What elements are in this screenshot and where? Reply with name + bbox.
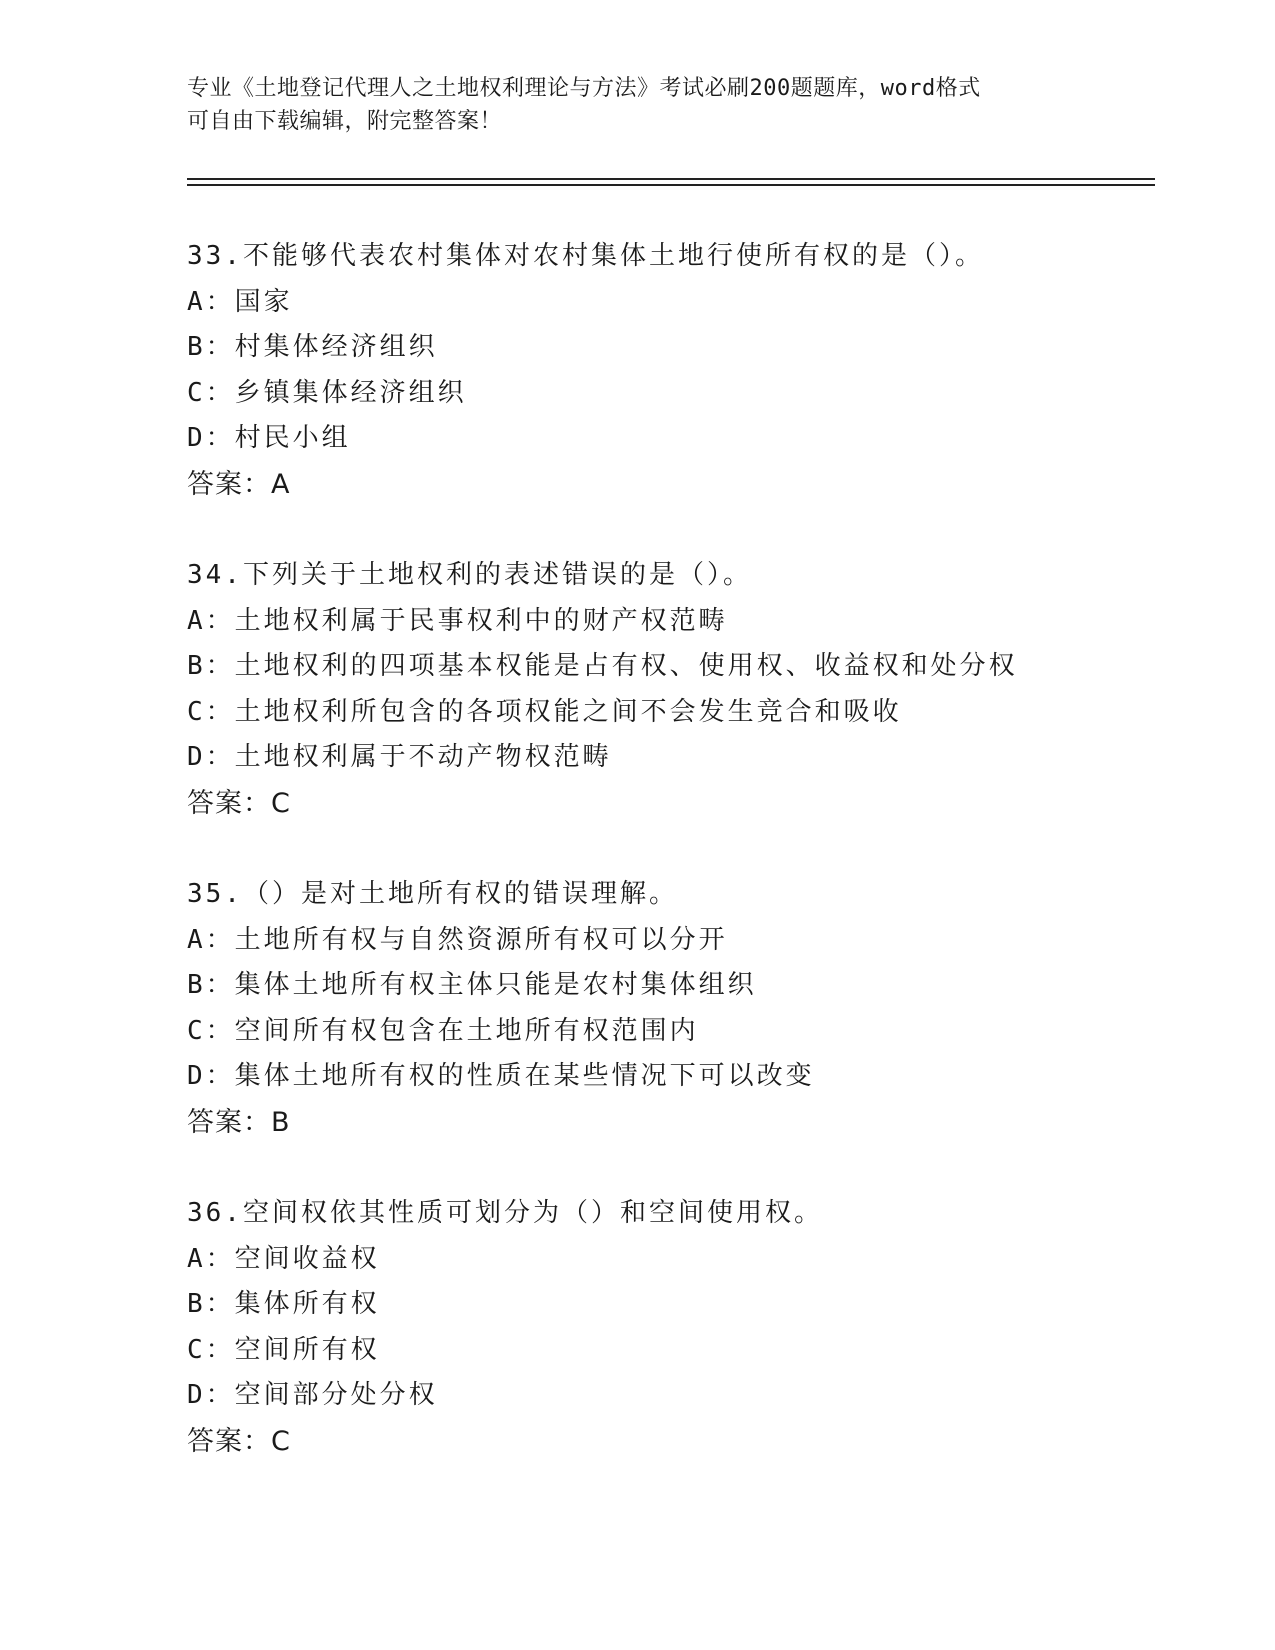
header-line-2: 可自由下载编辑，附完整答案！ <box>187 109 503 134</box>
question-33 <box>187 234 1155 507</box>
question-stem: 35.（）是对土地所有权的错误理解。 <box>187 879 678 909</box>
option-c: C：空间所有权 <box>187 1334 380 1365</box>
question-stem: 34.下列关于土地权利的表述错误的是（）。 <box>187 560 752 590</box>
answer-line: 答案：A <box>187 468 291 500</box>
option-b: B：村集体经济组织 <box>187 332 438 362</box>
option-d: D：空间部分处分权 <box>187 1380 438 1410</box>
question-stem: 33.不能够代表农村集体对农村集体土地行使所有权的是（）。 <box>187 241 984 271</box>
header-divider-bottom <box>187 184 1155 186</box>
question-stem: 36.空间权依其性质可划分为（）和空间使用权。 <box>187 1198 823 1228</box>
answer-line: 答案：B <box>187 1106 291 1138</box>
option-d: D：集体土地所有权的性质在某些情况下可以改变 <box>187 1061 815 1091</box>
question-34 <box>187 553 1155 826</box>
option-c: C：土地权利所包含的各项权能之间不会发生竞合和吸收 <box>187 696 902 727</box>
option-b: B：集体土地所有权主体只能是农村集体组织 <box>187 970 757 1000</box>
option-a: A：土地所有权与自然资源所有权可以分开 <box>187 924 728 955</box>
option-c: C：乡镇集体经济组织 <box>187 377 467 408</box>
question-35 <box>187 872 1155 1145</box>
option-b: B：土地权利的四项基本权能是占有权、使用权、收益权和处分权 <box>187 651 1018 681</box>
header-line-1: 专业《土地登记代理人之土地权利理论与方法》考试必刷200题题库，word格式 <box>187 76 981 101</box>
header-divider-top <box>187 178 1155 180</box>
option-a: A：国家 <box>187 286 293 317</box>
document-header <box>187 72 1087 138</box>
option-a: A：空间收益权 <box>187 1243 380 1274</box>
option-a: A：土地权利属于民事权利中的财产权范畴 <box>187 605 728 636</box>
question-36 <box>187 1191 1155 1464</box>
option-d: D：土地权利属于不动产物权范畴 <box>187 742 612 772</box>
option-c: C：空间所有权包含在土地所有权范围内 <box>187 1015 699 1046</box>
answer-line: 答案：C <box>187 1425 291 1457</box>
option-d: D：村民小组 <box>187 423 351 453</box>
answer-line: 答案：C <box>187 787 291 819</box>
option-b: B：集体所有权 <box>187 1289 380 1319</box>
